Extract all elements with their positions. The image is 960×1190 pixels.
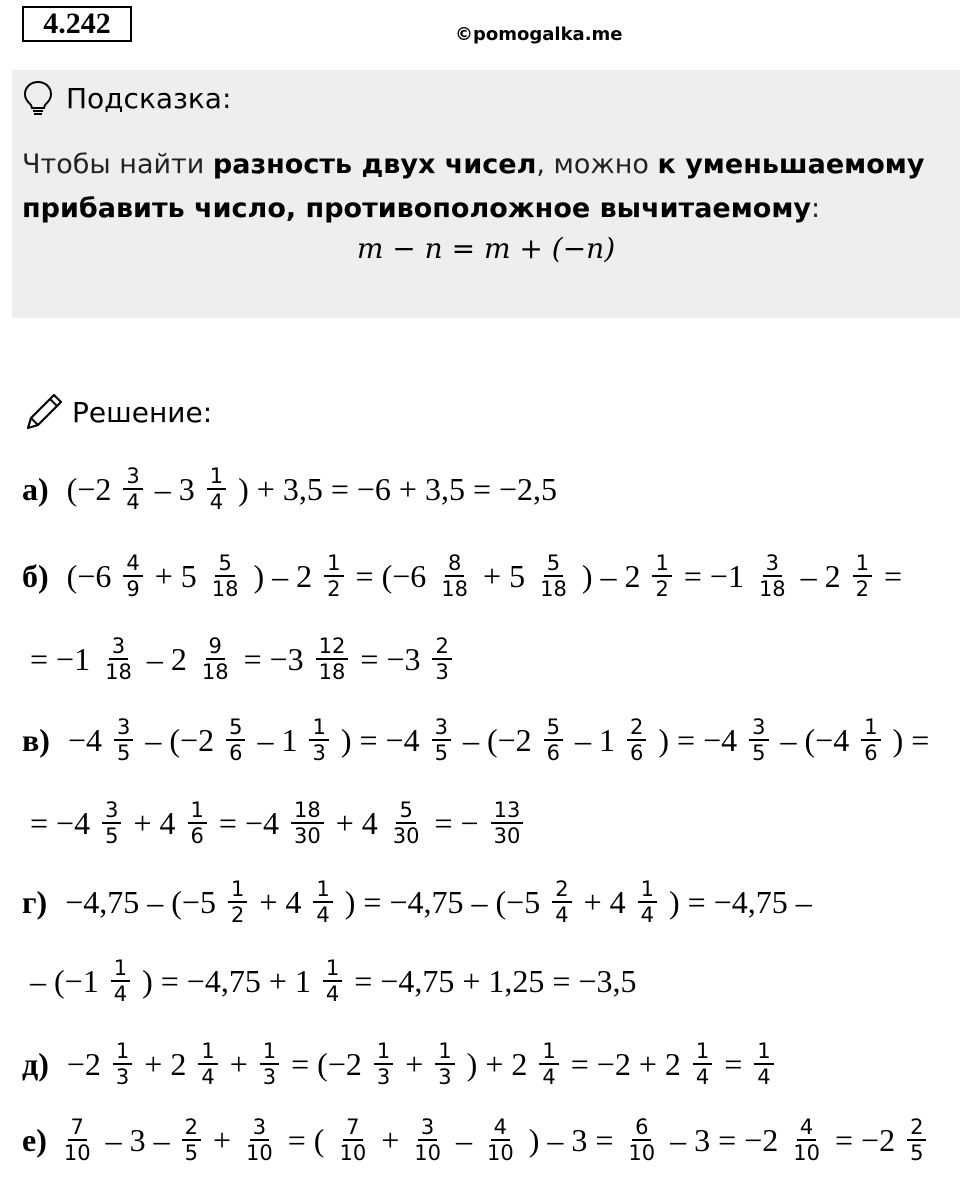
math-text: = −4 <box>22 804 99 841</box>
solution-line <box>22 624 456 694</box>
hint-text-6: : <box>811 193 821 224</box>
math-text: = −2 + 2 <box>562 1045 689 1082</box>
fraction-denominator: 6 <box>546 741 561 765</box>
fraction-numerator: 2 <box>627 715 646 741</box>
fraction-numerator: 5 <box>544 715 563 741</box>
fraction-denominator: 18 <box>441 577 469 601</box>
fraction-numerator: 1 <box>309 715 328 741</box>
solution-line <box>22 541 910 611</box>
math-text: −4,75 – (−5 <box>57 883 224 920</box>
fraction-numerator: 4 <box>123 551 142 577</box>
fraction <box>113 1039 132 1089</box>
fraction <box>491 798 524 848</box>
math-text: + 5 <box>146 557 205 594</box>
fraction-denominator: 18 <box>105 660 132 684</box>
math-text: = −1 <box>22 640 99 677</box>
fraction-denominator: 3 <box>262 1065 277 1089</box>
fraction-denominator: 18 <box>318 660 346 684</box>
math-text: – 2 <box>792 557 849 594</box>
fraction-numerator: 1 <box>754 1039 773 1065</box>
math-text: – <box>447 1121 480 1158</box>
fraction-denominator: 6 <box>190 824 204 848</box>
math-text: + <box>373 1121 408 1158</box>
fraction-denominator: 6 <box>864 741 878 765</box>
fraction <box>226 715 245 765</box>
solution-line <box>22 788 527 858</box>
fraction <box>336 1115 369 1165</box>
math-text: ) – 2 <box>573 557 649 594</box>
solution-line <box>22 867 820 937</box>
fraction-denominator: 4 <box>209 490 224 514</box>
fraction <box>61 1115 94 1165</box>
solution-line <box>22 1029 778 1099</box>
fraction-numerator: 13 <box>491 798 524 824</box>
fraction-numerator: 1 <box>260 1039 279 1065</box>
fraction-numerator: 1 <box>113 1039 132 1065</box>
fraction <box>102 798 121 848</box>
fraction-denominator: 5 <box>116 741 131 765</box>
fraction-numerator: 3 <box>109 634 128 660</box>
fraction-numerator: 2 <box>182 1115 201 1141</box>
fraction-denominator: 18 <box>540 577 567 601</box>
hint-formula: m − n = m + (−n) <box>356 232 616 265</box>
math-text: ) = −4,75 + 1 <box>134 962 319 999</box>
fraction-denominator: 10 <box>63 1141 91 1165</box>
fraction <box>749 715 768 765</box>
fraction-denominator: 18 <box>758 577 786 601</box>
math-text: ) = <box>884 721 938 758</box>
fraction-denominator: 6 <box>229 741 243 765</box>
fraction <box>316 634 349 684</box>
fraction <box>198 1039 217 1089</box>
fraction-denominator: 5 <box>105 824 119 848</box>
fraction <box>209 551 242 601</box>
fraction <box>853 551 872 601</box>
fraction <box>652 551 671 601</box>
fraction-numerator: 1 <box>652 551 671 577</box>
math-text: – (−4 <box>772 721 858 758</box>
math-text: ) = −4,75 – (−5 <box>336 883 549 920</box>
fraction-numerator: 1 <box>638 877 657 903</box>
fraction <box>291 798 324 848</box>
fraction-numerator: 1 <box>228 877 247 903</box>
math-text: (−6 <box>58 557 120 594</box>
fraction-denominator: 4 <box>757 1065 771 1089</box>
fraction <box>861 715 880 765</box>
fraction-numerator: 1 <box>539 1039 558 1065</box>
problem-number: 4.242 <box>22 6 132 42</box>
fraction-denominator: 3 <box>115 1065 130 1089</box>
fraction-numerator: 2 <box>907 1115 926 1141</box>
hint-text <box>22 143 942 231</box>
fraction-numerator: 1 <box>374 1039 393 1065</box>
fraction <box>438 551 471 601</box>
math-text: – 1 <box>567 721 624 758</box>
math-text: – (−2 <box>454 721 540 758</box>
fraction <box>182 1115 201 1165</box>
fraction <box>102 634 135 684</box>
math-text: + <box>221 1045 256 1082</box>
fraction <box>638 877 657 927</box>
fraction-numerator: 3 <box>432 715 451 741</box>
math-text: + <box>204 1121 240 1158</box>
fraction-denominator: 4 <box>316 903 330 927</box>
hint-title: Подсказка: <box>66 81 232 115</box>
fraction <box>756 551 789 601</box>
fraction-numerator: 1 <box>435 1039 454 1065</box>
fraction-numerator: 3 <box>749 715 768 741</box>
fraction-numerator: 7 <box>343 1115 362 1141</box>
fraction <box>390 798 423 848</box>
math-text: = (−6 <box>347 557 435 594</box>
hint-header <box>22 78 231 118</box>
fraction-denominator: 4 <box>640 903 654 927</box>
math-text: + 4 <box>327 804 386 841</box>
math-text: – 3 – <box>97 1121 178 1158</box>
fraction-denominator: 18 <box>201 660 229 684</box>
fraction-denominator: 3 <box>312 741 326 765</box>
math-text: ) – 2 <box>245 557 321 594</box>
fraction <box>754 1039 773 1089</box>
fraction-numerator: 1 <box>207 464 226 490</box>
math-text: = <box>876 557 911 594</box>
fraction-denominator: 18 <box>211 577 239 601</box>
fraction-numerator: 12 <box>316 634 349 660</box>
fraction <box>435 1039 454 1089</box>
math-text: ) – 3 = <box>520 1121 622 1158</box>
fraction <box>907 1115 926 1165</box>
math-text: + 4 <box>251 883 310 920</box>
fraction-numerator: 3 <box>114 715 133 741</box>
fraction <box>484 1115 517 1165</box>
lightbulb-icon <box>22 80 54 116</box>
fraction-denominator: 5 <box>752 741 766 765</box>
solution-line <box>22 1105 930 1175</box>
fraction <box>374 1039 393 1089</box>
fraction-denominator: 4 <box>201 1065 215 1089</box>
fraction-denominator: 9 <box>126 577 140 601</box>
fraction-numerator: 1 <box>324 551 343 577</box>
fraction <box>324 551 343 601</box>
math-text: – 1 <box>249 721 306 758</box>
hint-text-2: разность двух чисел <box>212 149 537 180</box>
fraction-denominator: 3 <box>376 1065 391 1089</box>
fraction-denominator: 5 <box>434 741 448 765</box>
fraction-numerator: 3 <box>102 798 121 824</box>
math-text: = − <box>426 804 487 841</box>
fraction <box>323 956 342 1006</box>
math-text: = −4 <box>210 804 287 841</box>
item-label: г) <box>22 883 48 920</box>
solution-line <box>22 454 565 524</box>
fraction-numerator: 6 <box>632 1115 651 1141</box>
solution-line <box>22 946 644 1016</box>
math-text: = ( <box>279 1121 333 1158</box>
fraction-denominator: 10 <box>339 1141 367 1165</box>
math-text: ) = −4 <box>332 721 428 758</box>
fraction <box>790 1115 823 1165</box>
fraction-denominator: 10 <box>628 1141 656 1165</box>
solution-title: Решение: <box>72 395 213 429</box>
fraction-denominator: 5 <box>184 1141 198 1165</box>
solution-line <box>22 705 937 775</box>
fraction-numerator: 1 <box>188 798 207 824</box>
fraction-numerator: 4 <box>491 1115 510 1141</box>
fraction-denominator: 6 <box>630 741 644 765</box>
math-text: = <box>716 1045 751 1082</box>
fraction-numerator: 5 <box>226 715 245 741</box>
math-text: ) = −4,75 – <box>660 883 820 920</box>
fraction-denominator: 30 <box>392 824 420 848</box>
fraction <box>411 1115 444 1165</box>
fraction-numerator: 18 <box>291 798 324 824</box>
fraction-denominator: 30 <box>293 824 321 848</box>
fraction-numerator: 5 <box>544 551 563 577</box>
fraction-numerator: 5 <box>396 798 415 824</box>
hint-text-4: к уменьшаемому <box>657 149 925 180</box>
fraction <box>207 464 226 514</box>
math-text: – 3 <box>146 470 203 507</box>
math-text: = −3 <box>352 640 429 677</box>
fraction-denominator: 3 <box>435 660 449 684</box>
fraction <box>537 551 570 601</box>
math-text: = −3 <box>235 640 312 677</box>
fraction <box>625 1115 658 1165</box>
solution-header <box>22 390 212 434</box>
fraction <box>111 956 130 1006</box>
fraction-numerator: 2 <box>552 877 571 903</box>
item-label: а) <box>22 470 49 507</box>
item-label: д) <box>22 1045 49 1082</box>
fraction-denominator: 4 <box>126 490 140 514</box>
fraction-denominator: 2 <box>855 577 870 601</box>
fraction <box>432 715 451 765</box>
fraction-denominator: 2 <box>327 577 341 601</box>
math-text: −4 <box>59 721 110 758</box>
fraction <box>123 551 142 601</box>
fraction <box>539 1039 558 1089</box>
fraction <box>309 715 328 765</box>
fraction-denominator: 10 <box>486 1141 514 1165</box>
math-text: + 2 <box>136 1045 195 1082</box>
hint-text-3: , можно <box>536 149 658 180</box>
math-text: – 2 <box>138 640 195 677</box>
fraction-denominator: 4 <box>325 982 340 1006</box>
fraction-denominator: 4 <box>695 1065 710 1089</box>
fraction-denominator: 2 <box>230 903 245 927</box>
math-text: + <box>397 1045 432 1082</box>
math-text: + 4 <box>575 883 634 920</box>
hint-text-5: прибавить число, противоположное вычитаемому <box>22 193 812 224</box>
fraction <box>188 798 207 848</box>
fraction-denominator: 30 <box>493 824 521 848</box>
fraction-denominator: 5 <box>910 1141 924 1165</box>
fraction-denominator: 4 <box>542 1065 556 1089</box>
fraction-numerator: 2 <box>432 634 451 660</box>
fraction <box>260 1039 279 1089</box>
fraction-numerator: 1 <box>313 877 332 903</box>
item-label: е) <box>22 1121 47 1158</box>
fraction-numerator: 1 <box>198 1039 217 1065</box>
fraction <box>432 634 451 684</box>
item-label: в) <box>22 721 50 758</box>
fraction <box>627 715 646 765</box>
fraction-numerator: 1 <box>111 956 130 982</box>
math-text: = −4,75 + 1,25 = −3,5 <box>346 962 645 999</box>
math-text: = (−2 <box>283 1045 370 1082</box>
fraction <box>243 1115 276 1165</box>
fraction <box>123 464 142 514</box>
math-text: – 3 = −2 <box>662 1121 787 1158</box>
math-text: −2 <box>58 1045 109 1082</box>
math-text: + 5 <box>475 557 534 594</box>
site-credit: ©pomogalka.me <box>455 24 623 45</box>
math-text: ) + 2 <box>458 1045 536 1082</box>
fraction-denominator: 4 <box>555 903 569 927</box>
fraction <box>693 1039 712 1089</box>
fraction-numerator: 1 <box>853 551 872 577</box>
math-text: = −2 <box>826 1121 904 1158</box>
fraction-numerator: 4 <box>797 1115 816 1141</box>
math-text: ) = −4 <box>650 721 746 758</box>
fraction-denominator: 10 <box>793 1141 820 1165</box>
fraction-numerator: 3 <box>123 464 142 490</box>
math-text: + 4 <box>125 804 184 841</box>
fraction <box>114 715 133 765</box>
fraction-denominator: 4 <box>113 982 128 1006</box>
fraction <box>228 877 247 927</box>
fraction-denominator: 3 <box>438 1065 452 1089</box>
fraction-numerator: 3 <box>418 1115 437 1141</box>
fraction-denominator: 2 <box>655 577 669 601</box>
math-text: = −1 <box>675 557 752 594</box>
hint-text-1: Чтобы найти <box>22 149 213 180</box>
item-label: б) <box>22 557 49 594</box>
fraction-denominator: 10 <box>246 1141 273 1165</box>
math-text: (−2 <box>58 470 120 507</box>
fraction-numerator: 3 <box>763 551 782 577</box>
math-text: – (−2 <box>137 721 223 758</box>
fraction-numerator: 3 <box>250 1115 269 1141</box>
fraction <box>544 715 563 765</box>
fraction <box>199 634 232 684</box>
fraction-numerator: 7 <box>68 1115 87 1141</box>
fraction-numerator: 1 <box>693 1039 712 1065</box>
fraction-numerator: 8 <box>445 551 464 577</box>
math-text: ) + 3,5 = −6 + 3,5 = −2,5 <box>230 470 566 507</box>
fraction-numerator: 1 <box>323 956 342 982</box>
pencil-icon <box>22 390 66 434</box>
fraction <box>552 877 571 927</box>
fraction-numerator: 5 <box>215 551 234 577</box>
fraction-numerator: 9 <box>206 634 225 660</box>
math-text: – (−1 <box>22 962 107 999</box>
fraction-denominator: 10 <box>414 1141 441 1165</box>
fraction <box>313 877 332 927</box>
fraction-numerator: 1 <box>861 715 880 741</box>
